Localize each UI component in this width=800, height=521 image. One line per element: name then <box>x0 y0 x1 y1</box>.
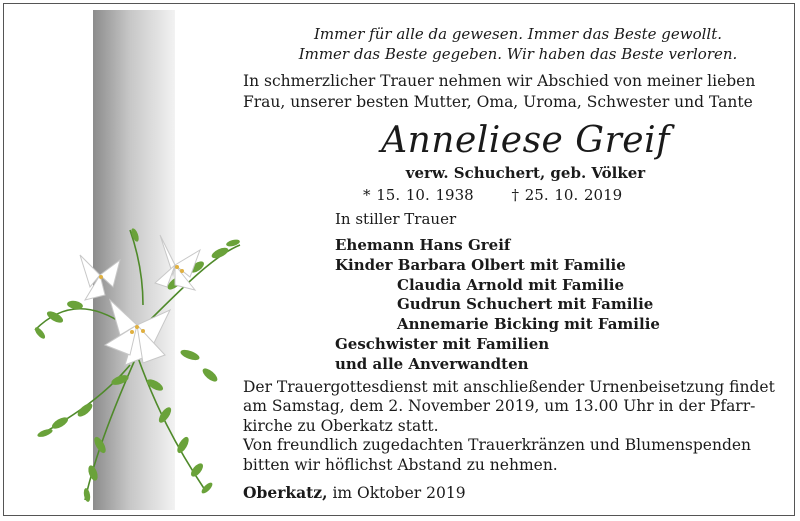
intro-line: In schmerzlicher Trauer nehmen wir Abschied von meiner lieben <box>243 72 756 90</box>
family-member: Kinder Barbara Olbert mit Familie <box>335 255 626 274</box>
intro <box>243 71 778 113</box>
intro-line: Frau, unserer besten Mutter, Oma, Uroma, Schwester und Tante <box>243 93 753 111</box>
motto <box>258 24 778 64</box>
maiden-names: verw. Schuchert, geb. Völker <box>405 164 646 182</box>
family-member: Gudrun Schuchert mit Familie <box>397 295 654 314</box>
birth-date: * 15. 10. 1938 <box>363 186 474 204</box>
deceased-name: Anneliese Greif <box>381 120 670 161</box>
service-info <box>243 378 778 476</box>
family-member: und alle Anverwandten <box>335 354 529 373</box>
family-member: Geschwister mit Familien <box>335 334 550 353</box>
family-member: Claudia Arnold mit Familie <box>397 275 625 294</box>
life-dates <box>363 184 778 206</box>
signature <box>243 483 778 503</box>
family-list <box>335 236 778 375</box>
family-member: Ehemann Hans Greif <box>335 236 511 254</box>
mourning-intro: In stiller Trauer <box>335 210 457 228</box>
service-line: am Samstag, dem 2. November 2019, um 13.00 Uhr in der Pfarr- <box>243 397 756 416</box>
death-date: † 25. 10. 2019 <box>511 186 623 204</box>
lily-bouquet-icon <box>25 205 250 505</box>
signature-date: im Oktober 2019 <box>327 483 466 502</box>
service-line: kirche zu Oberkatz statt. <box>243 416 439 435</box>
service-line: Von freundlich zugedachten Trauerkränzen und Blumenspenden <box>243 436 752 455</box>
motto-line: Immer für alle da gewesen. Immer das Beste gewollt. <box>313 25 722 43</box>
signature-place: Oberkatz, <box>243 482 328 502</box>
family-member: Annemarie Bicking mit Familie <box>397 315 660 334</box>
motto-line: Immer das Beste gegeben. Wir haben das Beste verloren. <box>298 45 738 63</box>
service-line: bitten wir höflichst Abstand zu nehmen. <box>243 455 558 474</box>
service-line: Der Trauergottesdienst mit anschließender Urnenbeisetzung findet <box>243 377 775 396</box>
notice-text <box>243 10 778 503</box>
